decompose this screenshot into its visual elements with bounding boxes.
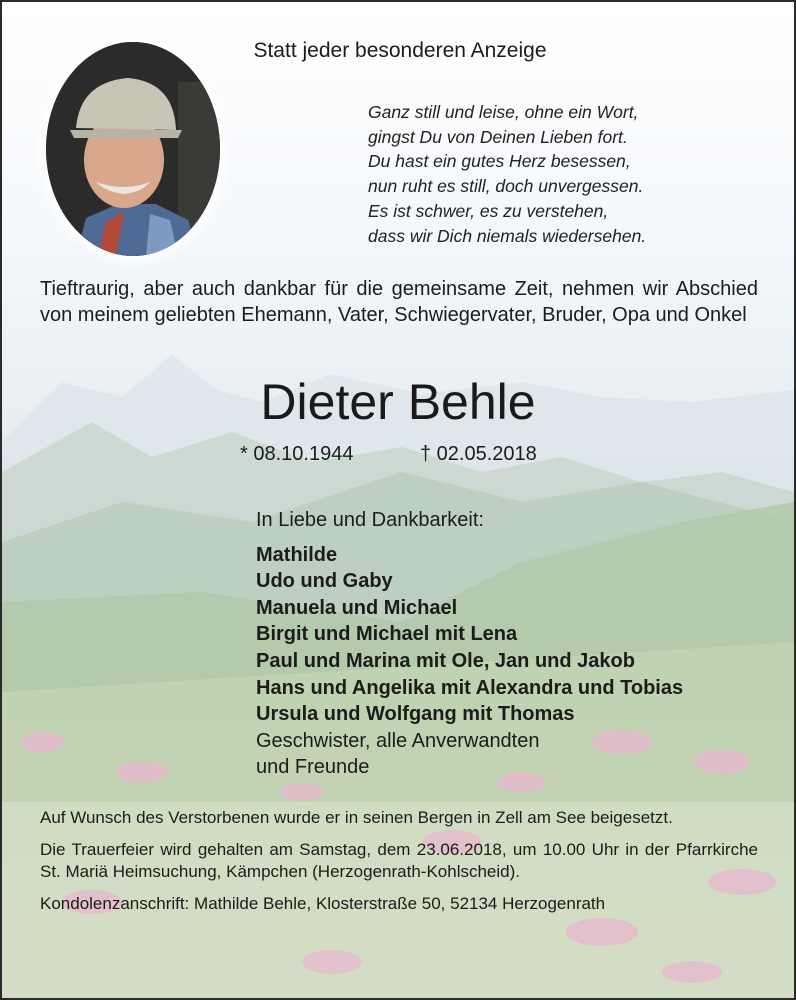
poem-line: Ganz still und leise, ohne ein Wort,	[368, 102, 639, 122]
mourners-intro: In Liebe und Dankbarkeit:	[256, 509, 484, 531]
birth-date: * 08.10.1944	[240, 443, 354, 465]
poem	[368, 100, 768, 248]
poem-line: nun ruht es still, doch unvergessen.	[368, 176, 644, 197]
mourner-others: Geschwister, alle Anverwandten	[256, 729, 540, 752]
poem-line: gingst Du von Deinen Lieben fort.	[368, 126, 628, 147]
mourner-name: Manuela und Michael	[256, 596, 458, 619]
mourner-name: Ursula und Wolfgang mit Thomas	[256, 703, 575, 726]
mourner-name: Mathilde	[256, 543, 338, 566]
footer-info	[40, 807, 758, 924]
poem-line: dass wir Dich niemals wiedersehen.	[368, 225, 647, 246]
mourners-list	[256, 507, 776, 781]
portrait-photo	[46, 42, 220, 256]
condolence-address: Kondolenzanschrift: Mathilde Behle, Klosterstraße 50, 52134 Herzogenrath	[40, 893, 606, 913]
intro-text: Tieftraurig, aber auch dankbar für die gemeinsame Zeit, nehmen wir Abschied von meinem geliebten Ehemann, Vater, Schwiegervater, Bruder, Opa und Onkel	[40, 278, 758, 326]
mourner-name: Hans und Angelika mit Alexandra und Tobias	[256, 676, 684, 699]
deceased-name: Dieter Behle	[260, 374, 536, 430]
burial-note: Auf Wunsch des Verstorbenen wurde er in seinen Bergen in Zell am See beigesetzt.	[40, 808, 673, 827]
mourner-others: und Freunde	[256, 756, 370, 779]
poem-line: Es ist schwer, es zu verstehen,	[368, 200, 609, 221]
service-note: Die Trauerfeier wird gehalten am Samstag, dem 23.06.2018, um 10.00 Uhr in der Pfarrkirche St. Mariä Heimsuchung, Kämpchen (Herzogenrath-Kohlscheid).	[40, 839, 758, 881]
poem-line: Du hast ein gutes Herz besessen,	[368, 151, 631, 172]
mourner-name: Paul und Marina mit Ole, Jan und Jakob	[256, 649, 635, 672]
mourner-name: Birgit und Michael mit Lena	[256, 623, 518, 646]
mourner-name: Udo und Gaby	[256, 570, 393, 593]
header-line: Statt jeder besonderen Anzeige	[253, 39, 547, 62]
death-date: † 02.05.2018	[420, 443, 537, 465]
